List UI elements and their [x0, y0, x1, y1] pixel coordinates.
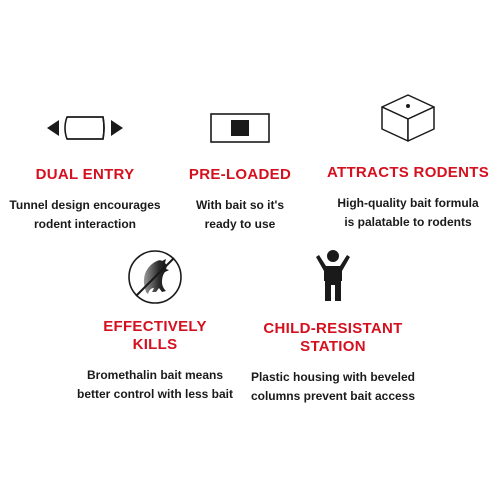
feature-title: ATTRACTS RODENTS — [326, 164, 489, 181]
feature-title: CHILD-RESISTANT STATION — [263, 320, 403, 355]
feature-title: DUAL ENTRY — [35, 166, 135, 183]
no-rodent-icon — [126, 248, 184, 306]
feature-description: High-quality bait formula is palatable to rodents — [337, 196, 479, 229]
feature-description: Tunnel design encourages rodent interaction — [9, 198, 161, 231]
feature-title: PRE-LOADED — [188, 166, 292, 183]
feature-dual-entry — [0, 102, 170, 234]
bait-block-icon — [209, 102, 271, 154]
feature-description: With bait so it's ready to use — [195, 198, 285, 231]
feature-description: Plastic housing with beveled columns prevent bait access — [250, 370, 416, 403]
feature-child-resistant-station — [248, 248, 418, 406]
feature-attracts-rodents — [323, 92, 493, 232]
feature-title: EFFECTIVELY KILLS — [103, 318, 207, 353]
bait-station-box-icon — [378, 92, 438, 144]
feature-effectively-kills — [70, 248, 240, 404]
tunnel-arrows-icon — [45, 102, 125, 154]
child-figure-icon — [313, 248, 353, 306]
feature-pre-loaded — [155, 102, 325, 234]
feature-description: Bromethalin bait means better control with less bait — [76, 368, 234, 401]
